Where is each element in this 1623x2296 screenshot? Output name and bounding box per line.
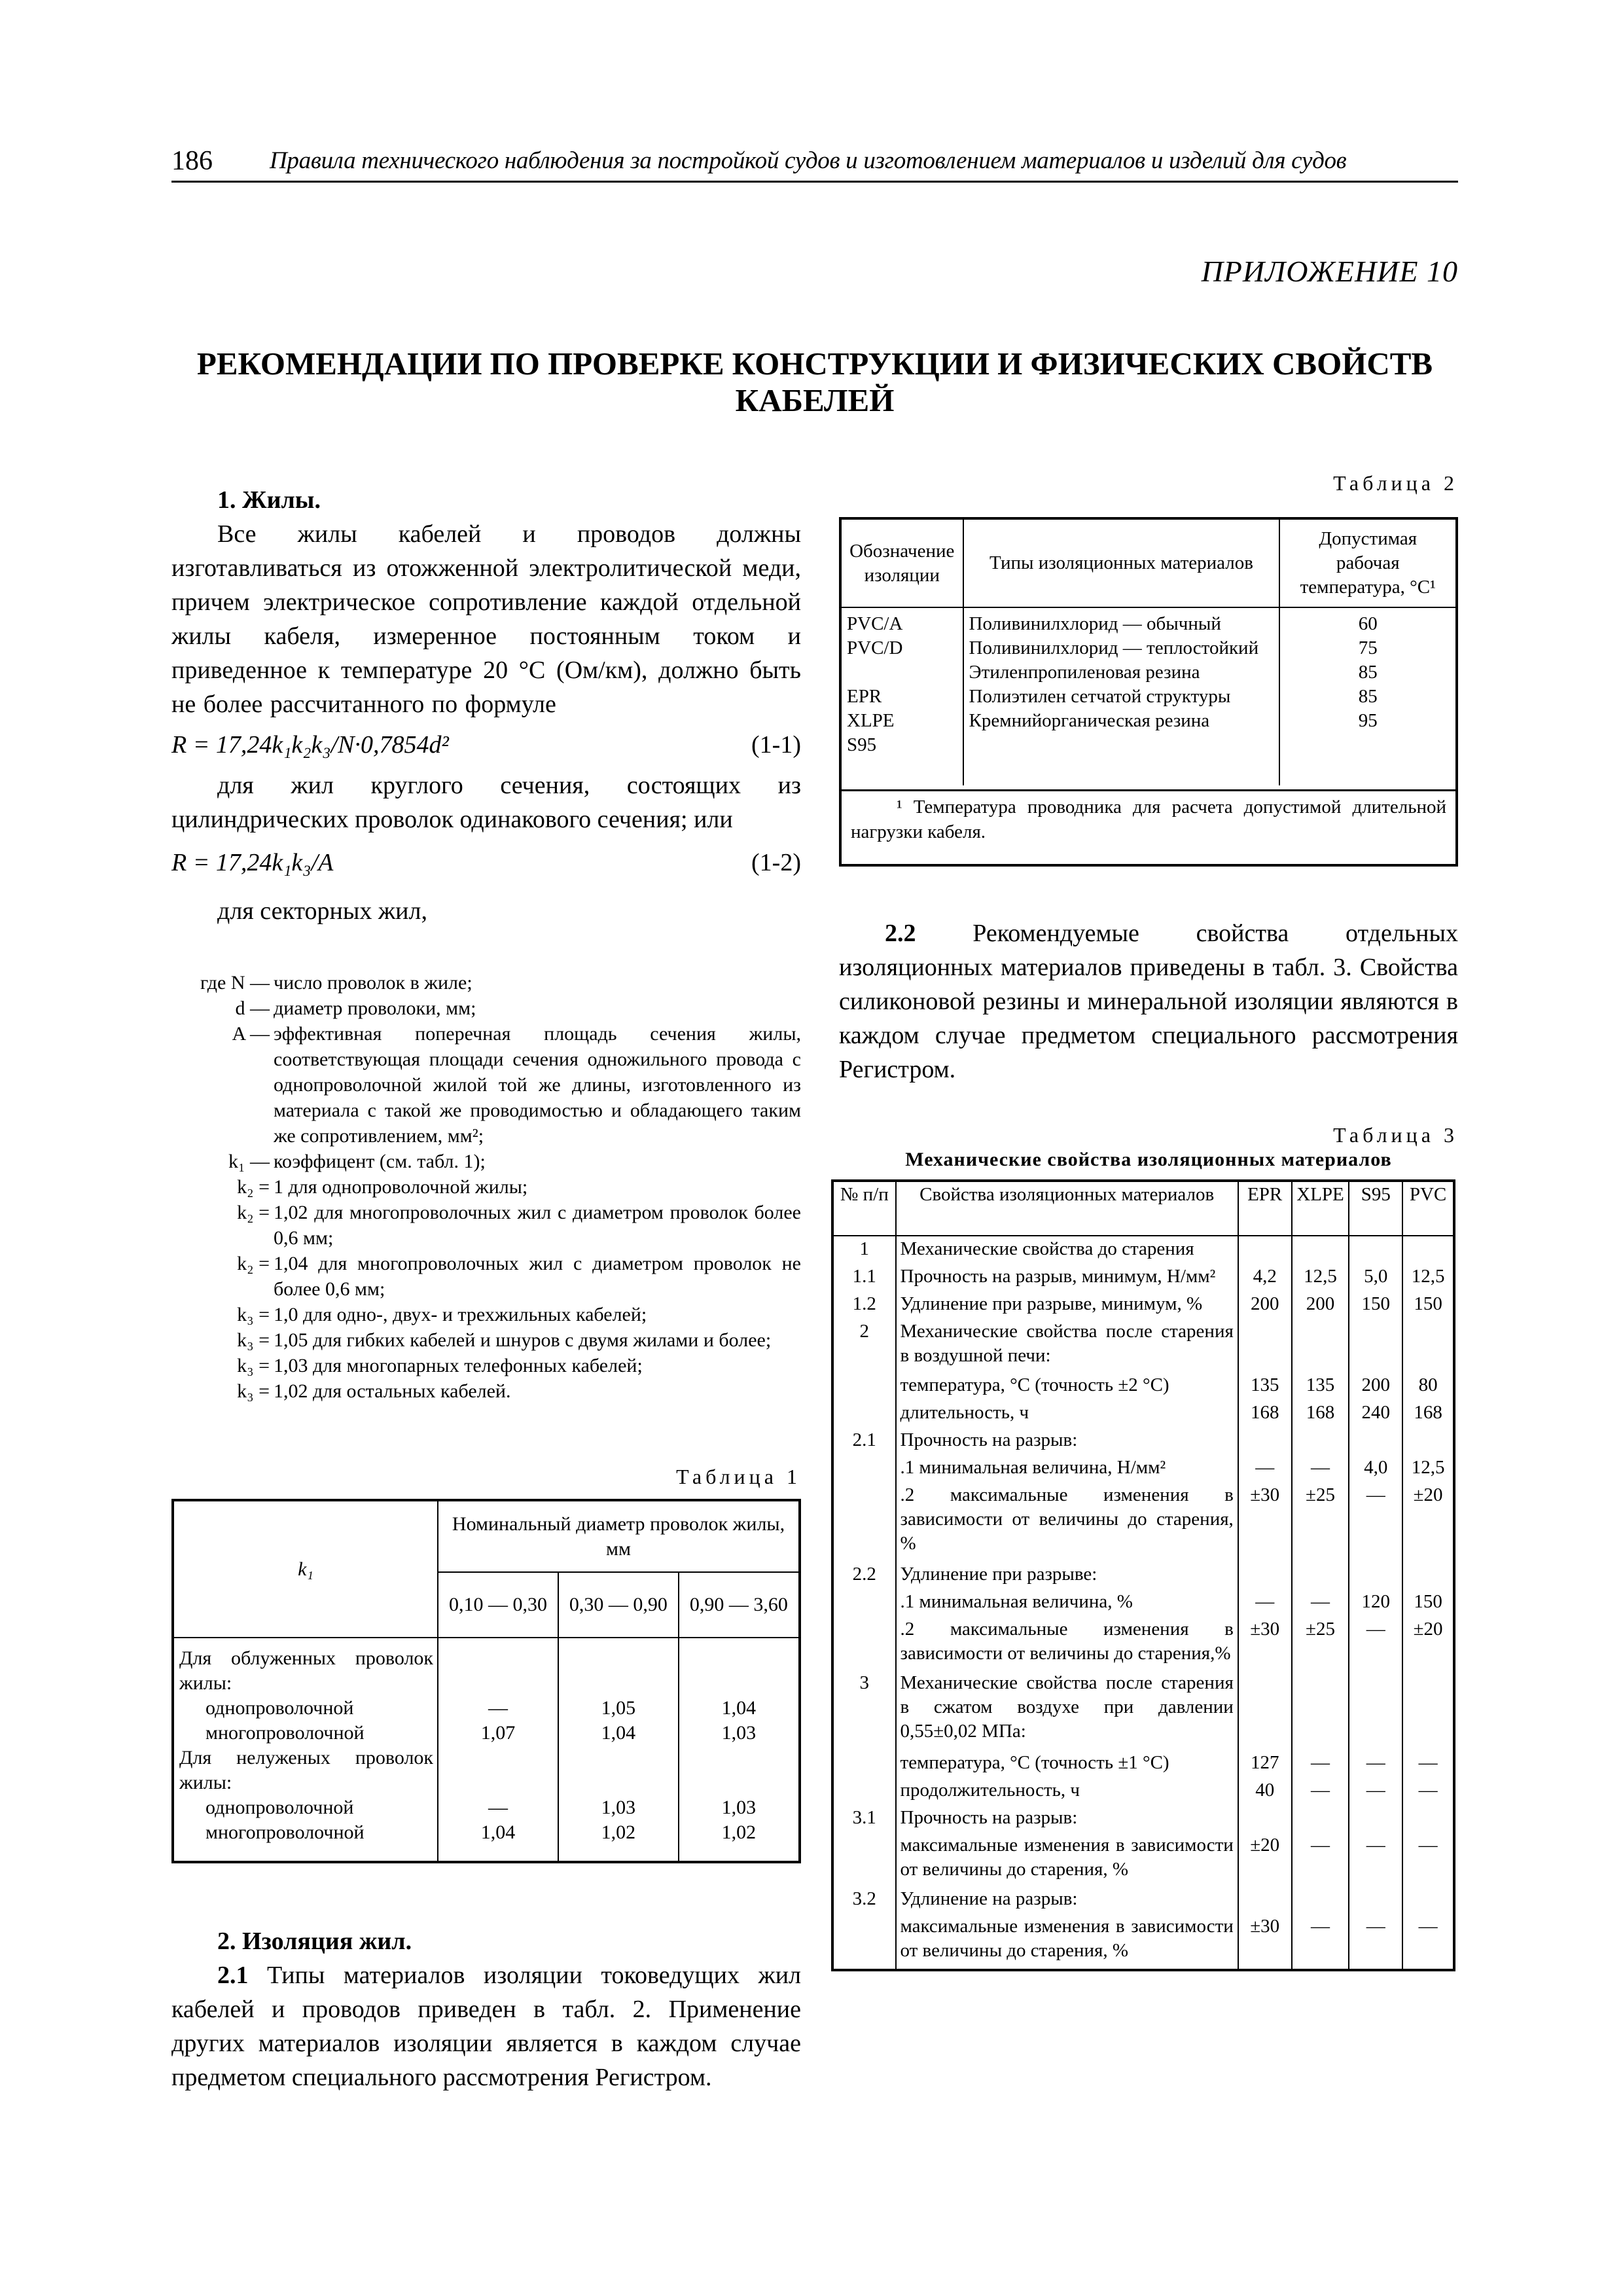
table-3-number: 1 <box>832 1236 896 1264</box>
table-1-cell: 1,05 <box>601 1697 636 1719</box>
table-2-cell: Полиэтилен сетчатой структуры <box>969 686 1231 707</box>
table-3-value: ±20 <box>1402 1617 1454 1670</box>
table-3-value <box>1349 1805 1402 1833</box>
table-1-range-header: 0,30 — 0,90 <box>558 1572 679 1638</box>
table-3-value: — <box>1292 1750 1349 1778</box>
definition-item <box>171 1302 801 1327</box>
table-3-value: 135 <box>1292 1372 1349 1400</box>
table-3-value: 12,5 <box>1402 1264 1454 1291</box>
table-1-group-header: Номинальный диаметр проволок жилы, мм <box>438 1500 800 1572</box>
table-3-property: Удлинение при разрыве, минимум, % <box>896 1291 1238 1319</box>
table-1-cell: 1,02 <box>721 1821 757 1843</box>
table-row <box>832 1372 1454 1400</box>
table-2-cell: Этиленпропиленовая резина <box>969 662 1200 683</box>
table-3-value <box>1402 1562 1454 1589</box>
section-1-paragraph-2: для жил круглого сечения, состоящих из цилиндрических проволок одинакового сечения; или <box>171 772 801 833</box>
table-3-value: ±30 <box>1238 1482 1292 1562</box>
table-2-column <box>1279 607 1455 785</box>
table-1 <box>171 1499 801 1863</box>
table-2 <box>839 517 1458 867</box>
table-3-number <box>832 1400 896 1427</box>
table-3-value <box>1349 1236 1402 1264</box>
table-1-cell: 1,07 <box>480 1722 516 1744</box>
table-3-value <box>1402 1319 1454 1372</box>
formula-1-1-expression: R = 17,24k₁k₂k₃/N·0,7854d² <box>171 731 449 759</box>
table-1-row-label: многопроволочной <box>205 1722 365 1744</box>
table-3-number <box>832 1750 896 1778</box>
table-3-value: 168 <box>1292 1400 1349 1427</box>
table-3-value <box>1402 1886 1454 1914</box>
definition-symbol: k₂ = <box>237 1202 270 1223</box>
table-1-row-label: однопроволочной <box>205 1697 354 1719</box>
table-row <box>832 1400 1454 1427</box>
table-3-value <box>1349 1319 1402 1372</box>
table-3-value: 120 <box>1349 1589 1402 1617</box>
table-3-value: 5,0 <box>1349 1264 1402 1291</box>
table-2-cell: EPR <box>847 686 882 707</box>
table-3-value <box>1238 1236 1292 1264</box>
table-row <box>832 1670 1454 1750</box>
table-3-value <box>1238 1886 1292 1914</box>
table-1-cell <box>683 1646 794 1696</box>
table-3-caption: Таблица 3 <box>1333 1123 1458 1147</box>
definition-symbol: k₃ = <box>237 1380 270 1402</box>
table-1-row-label: Для облуженных проволок жилы: <box>179 1647 433 1694</box>
table-1-cell: 1,03 <box>601 1797 636 1818</box>
definition-text: эффективная поперечная площадь сечения жилы, соответствующая площади сечения одножильного провода с однопроволочной жилой той же длины, изготовленного из материала с такой же проводимостью и обладающего таким же сопротивлением, мм²; <box>274 1023 801 1147</box>
table-3-value: ±30 <box>1238 1617 1292 1670</box>
table-3-value: 127 <box>1238 1750 1292 1778</box>
table-1-cell: 1,03 <box>721 1722 757 1744</box>
table-3-column-header: № п/п <box>832 1181 896 1236</box>
definition-text: 1,04 для многопроволочных жил с диаметром проволок не более 0,6 мм; <box>274 1253 801 1300</box>
table-row <box>832 1750 1454 1778</box>
table-3-filler-cell <box>1238 1967 1292 1970</box>
formula-1-2-expression: R = 17,24k₁k₃/A <box>171 849 334 876</box>
table-1-cell <box>683 1746 794 1795</box>
table-3-value <box>1349 1562 1402 1589</box>
table-row <box>832 1427 1454 1455</box>
table-3-number <box>832 1482 896 1562</box>
table-1-value-column <box>438 1638 558 1862</box>
table-row <box>832 1589 1454 1617</box>
table-2-column-header: Типы изоляционных материалов <box>963 520 1280 607</box>
table-1-row-label: многопроволочной <box>205 1821 365 1843</box>
table-3-column-header: PVC <box>1402 1181 1454 1236</box>
section-2-2-paragraph <box>839 916 1458 1086</box>
definition-item <box>171 996 801 1021</box>
section-1 <box>171 483 801 928</box>
table-3-value: — <box>1402 1833 1454 1886</box>
table-1-cell <box>442 1646 554 1696</box>
table-3-filler-cell <box>1349 1967 1402 1970</box>
table-3-number <box>832 1617 896 1670</box>
table-3-filler-cell <box>896 1967 1238 1970</box>
table-2-cell: PVC/D <box>847 637 903 658</box>
definition-text: число проволок в жиле; <box>274 972 473 994</box>
section-1-paragraph-1: Все жилы кабелей и проводов должны изготавливаться из отожженной электролитической меди, причем электрическое сопротивление каждой отдельной жилы кабеля, измеренное постоянным током и приведенное к температуре 20 °С (Ом/км), должно быть не более рассчитанного по формуле <box>171 520 801 718</box>
definition-item <box>171 1149 801 1174</box>
table-3-value <box>1349 1427 1402 1455</box>
table-1-value-column <box>679 1638 800 1862</box>
table-3-value <box>1292 1805 1349 1833</box>
table-1-row-label: Для нелуженых проволок жилы: <box>179 1747 433 1793</box>
table-row <box>173 1638 800 1862</box>
table-3-value: — <box>1349 1778 1402 1805</box>
table-1-caption: Таблица 1 <box>676 1465 801 1488</box>
formula-1-2-number: (1-2) <box>751 849 801 876</box>
table-1-value-column <box>558 1638 679 1862</box>
table-3-value: — <box>1238 1455 1292 1482</box>
table-3-column-header: Свойства изоляционных материалов <box>896 1181 1238 1236</box>
table-3-value: — <box>1349 1750 1402 1778</box>
definition-symbol: A — <box>232 1023 270 1045</box>
table-3-property: Удлинение на разрыв: <box>896 1886 1238 1914</box>
table-2-caption: Таблица 2 <box>1333 471 1458 495</box>
formula-1-1-number: (1-1) <box>751 731 801 759</box>
table-3-number: 1.1 <box>832 1264 896 1291</box>
table-1-cell: 1,04 <box>480 1821 516 1843</box>
table-3-value: 240 <box>1349 1400 1402 1427</box>
table-2-cell <box>1285 733 1450 757</box>
definition-text: 1,05 для гибких кабелей и шнуров с двумя жилами и более; <box>274 1329 772 1351</box>
table-3-number <box>832 1372 896 1400</box>
table-3-property: максимальные изменения в зависимости от величины до старения, % <box>896 1833 1238 1886</box>
definition-symbol: k₃ = <box>237 1329 270 1351</box>
table-3-column-header: EPR <box>1238 1181 1292 1236</box>
table-3-number <box>832 1455 896 1482</box>
table-2-column <box>963 607 1280 785</box>
table-1-row-label: однопроволочной <box>205 1797 354 1818</box>
table-2-cell: XLPE <box>847 710 895 731</box>
table-3-value: 200 <box>1349 1372 1402 1400</box>
table-3-value: 168 <box>1402 1400 1454 1427</box>
table-2-cell: 95 <box>1358 710 1378 731</box>
table-3-value <box>1238 1670 1292 1750</box>
section-2-1-paragraph <box>171 1958 801 2094</box>
table-row <box>832 1291 1454 1319</box>
definition-text: коэффицент (см. табл. 1); <box>274 1151 486 1172</box>
definition-item <box>171 1174 801 1200</box>
section-2 <box>171 1924 801 2094</box>
section-2-1-number: 2.1 <box>217 1962 249 1989</box>
table-1-cell <box>442 1746 554 1795</box>
table-3-value: ±25 <box>1292 1617 1349 1670</box>
table-3-value: — <box>1292 1833 1349 1886</box>
definition-symbol: k₁ — <box>228 1151 270 1172</box>
table-3-value: — <box>1402 1750 1454 1778</box>
table-3-value <box>1349 1886 1402 1914</box>
table-3-property: Прочность на разрыв: <box>896 1427 1238 1455</box>
table-3-value <box>1402 1805 1454 1833</box>
table-3-value: ±30 <box>1238 1914 1292 1967</box>
table-3-property: .2 максимальные изменения в зависимости от величины до старения, % <box>896 1482 1238 1562</box>
definition-symbol: где N — <box>200 972 270 994</box>
formula-1-1 <box>171 728 801 764</box>
table-3-number: 3.2 <box>832 1886 896 1914</box>
table-1-grid <box>171 1499 801 1863</box>
table-3-value <box>1402 1236 1454 1264</box>
table-3-value: — <box>1292 1455 1349 1482</box>
table-row <box>832 1482 1454 1562</box>
table-3-value <box>1292 1562 1349 1589</box>
table-1-cell <box>563 1646 674 1696</box>
section-2-2-number: 2.2 <box>885 920 916 947</box>
section-2-2-text: Рекомендуемые свойства отдельных изоляционных материалов приведены в табл. 3. Свойства силиконовой резины и минеральной изоляции являются в каждом случае предметом специального рассмотрения Регистром. <box>839 920 1458 1083</box>
table-3-property: .1 минимальная величина, Н/мм² <box>896 1455 1238 1482</box>
definition-text: 1,02 для многопроволочных жил с диаметром проволок более 0,6 мм; <box>274 1202 801 1249</box>
table-row <box>832 1562 1454 1589</box>
table-3-value: — <box>1238 1589 1292 1617</box>
definition-symbol: k₂ = <box>237 1176 270 1198</box>
table-2-cell: Поливинилхлорид — теплостойкий <box>969 637 1259 658</box>
section-1-paragraph-3: для секторных жил, <box>217 897 427 925</box>
definitions-list <box>171 970 801 1404</box>
table-3-value: — <box>1292 1778 1349 1805</box>
table-3-value: 150 <box>1349 1291 1402 1319</box>
table-2-cell: 85 <box>1358 662 1378 683</box>
table-3-value: 135 <box>1238 1372 1292 1400</box>
table-3-value: — <box>1349 1833 1402 1886</box>
running-title: Правила технического наблюдения за постройкой судов и изготовлением материалов и изделий для судов <box>270 147 1347 174</box>
table-3-value: 80 <box>1402 1372 1454 1400</box>
definition-text: 1 для однопроволочной жилы; <box>274 1176 528 1198</box>
table-1-cell: 1,04 <box>721 1697 757 1719</box>
table-3-property: температура, °С (точность ±2 °С) <box>896 1372 1238 1400</box>
table-2-cell: 60 <box>1358 613 1378 634</box>
table-row <box>832 1264 1454 1291</box>
table-3-filler-cell <box>1292 1967 1349 1970</box>
table-3-number: 2.1 <box>832 1427 896 1455</box>
table-3-value: 200 <box>1238 1291 1292 1319</box>
table-2-column-header: Обозначение изоляции <box>842 520 963 607</box>
table-3-title: Механические свойства изоляционных материалов <box>905 1149 1392 1170</box>
table-row <box>832 1236 1454 1264</box>
table-3-value: 4,0 <box>1349 1455 1402 1482</box>
table-3-number: 1.2 <box>832 1291 896 1319</box>
table-3-number <box>832 1914 896 1967</box>
table-row <box>832 1617 1454 1670</box>
definition-symbol: k₃ = <box>237 1355 270 1376</box>
table-3-column-header: XLPE <box>1292 1181 1349 1236</box>
table-3-property: Механические свойства после старения в сжатом воздухе при давлении 0,55±0,02 МПа: <box>896 1670 1238 1750</box>
table-3-value: — <box>1292 1914 1349 1967</box>
table-row <box>832 1805 1454 1833</box>
table-3-value: ±20 <box>1402 1482 1454 1562</box>
table-3-value <box>1238 1427 1292 1455</box>
table-3-value <box>1292 1886 1349 1914</box>
table-1-cell: 1,04 <box>601 1722 636 1744</box>
table-3-filler-cell <box>832 1967 896 1970</box>
table-3-number: 3 <box>832 1670 896 1750</box>
table-3-value <box>1349 1670 1402 1750</box>
table-3-number <box>832 1778 896 1805</box>
definition-symbol: k₂ = <box>237 1253 270 1274</box>
definition-text: 1,03 для многопарных телефонных кабелей; <box>274 1355 643 1376</box>
table-3-value: 150 <box>1402 1291 1454 1319</box>
table-3-number: 2 <box>832 1319 896 1372</box>
table-row <box>832 1778 1454 1805</box>
table-2-cell <box>847 660 957 685</box>
table-1-cell: 1,03 <box>721 1797 757 1818</box>
table-row <box>832 1914 1454 1967</box>
table-2-column <box>842 607 963 785</box>
table-row <box>842 607 1455 785</box>
definition-text: диаметр проволоки, мм; <box>274 997 476 1019</box>
table-3-property: Прочность на разрыв: <box>896 1805 1238 1833</box>
table-3-value: 168 <box>1238 1400 1292 1427</box>
table-3-value: ±25 <box>1292 1482 1349 1562</box>
table-3-property: Удлинение при разрыве: <box>896 1562 1238 1589</box>
definition-symbol: k₃ = <box>237 1304 270 1325</box>
table-3-value: 4,2 <box>1238 1264 1292 1291</box>
table-3-filler-cell <box>1402 1967 1454 1970</box>
table-3-value <box>1238 1319 1292 1372</box>
table-2-grid <box>842 520 1455 785</box>
table-1-cell <box>563 1746 674 1795</box>
definition-item <box>171 1327 801 1353</box>
table-1-k-header: k₁ <box>173 1500 438 1638</box>
table-1-cell: — <box>488 1797 508 1818</box>
table-3-value: — <box>1402 1778 1454 1805</box>
table-3-value: — <box>1292 1589 1349 1617</box>
table-2-cell: 85 <box>1358 686 1378 707</box>
definition-item <box>171 1251 801 1302</box>
section-1-heading: 1. Жилы. <box>217 486 321 514</box>
definition-item <box>171 1021 801 1149</box>
table-3-value: — <box>1402 1914 1454 1967</box>
definition-text: 1,0 для одно-, двух- и трехжильных кабелей; <box>274 1304 647 1325</box>
table-3-property: продолжительность, ч <box>896 1778 1238 1805</box>
table-2-cell: Поливинилхлорид — обычный <box>969 613 1221 634</box>
table-3-value: ±20 <box>1238 1833 1292 1886</box>
table-3-property: длительность, ч <box>896 1400 1238 1427</box>
table-2-cell: PVC/A <box>847 613 903 634</box>
section-2-heading: 2. Изоляция жил. <box>217 1928 412 1955</box>
appendix-label: ПРИЛОЖЕНИЕ 10 <box>1201 255 1458 288</box>
table-3-value <box>1238 1805 1292 1833</box>
table-3-property: Прочность на разрыв, минимум, Н/мм² <box>896 1264 1238 1291</box>
definition-item <box>171 1353 801 1378</box>
table-1-cell: 1,02 <box>601 1821 636 1843</box>
table-row <box>832 1319 1454 1372</box>
table-3-value <box>1238 1562 1292 1589</box>
table-3-value: — <box>1349 1914 1402 1967</box>
definition-item <box>171 970 801 996</box>
table-3-property: Механические свойства после старения в воздушной печи: <box>896 1319 1238 1372</box>
table-3-value <box>1402 1427 1454 1455</box>
section-2-1-text: Типы материалов изоляции токоведущих жил кабелей и проводов приведен в табл. 2. Применение других материалов изоляции является в каждом случае предметом специального рассмотрения Регистром. <box>171 1962 801 2091</box>
table-3 <box>831 1179 1455 1971</box>
table-3-value: 150 <box>1402 1589 1454 1617</box>
table-row <box>832 1833 1454 1886</box>
table-3-number <box>832 1833 896 1886</box>
table-2-cell: S95 <box>847 734 877 755</box>
table-3-property: температура, °С (точность ±1 °С) <box>896 1750 1238 1778</box>
table-2-cell: 75 <box>1358 637 1378 658</box>
table-1-range-header: 0,90 — 3,60 <box>679 1572 800 1638</box>
table-3-number: 2.2 <box>832 1562 896 1589</box>
table-3-value <box>1292 1427 1349 1455</box>
definition-item <box>171 1200 801 1251</box>
table-3-value: 40 <box>1238 1778 1292 1805</box>
table-3-value: — <box>1349 1617 1402 1670</box>
table-3-value: 12,5 <box>1402 1455 1454 1482</box>
table-3-value <box>1292 1670 1349 1750</box>
table-3-number <box>832 1589 896 1617</box>
table-2-cell: Кремнийорганическая резина <box>969 710 1210 731</box>
table-1-cell: — <box>488 1697 508 1719</box>
formula-1-2 <box>171 846 801 882</box>
table-3-grid <box>831 1179 1455 1971</box>
table-3-value: 12,5 <box>1292 1264 1349 1291</box>
definition-text: 1,02 для остальных кабелей. <box>274 1380 511 1402</box>
table-3-value: 200 <box>1292 1291 1349 1319</box>
definition-item <box>171 1378 801 1404</box>
table-3-value: — <box>1349 1482 1402 1562</box>
page-number: 186 <box>171 146 213 176</box>
table-3-property: .2 максимальные изменения в зависимости от величины до старения,% <box>896 1617 1238 1670</box>
table-3-property: максимальные изменения в зависимости от величины до старения, % <box>896 1914 1238 1967</box>
page-title: РЕКОМЕНДАЦИИ ПО ПРОВЕРКЕ КОНСТРУКЦИИ И ФИЗИЧЕСКИХ СВОЙСТВ КАБЕЛЕЙ <box>196 346 1433 418</box>
running-header <box>171 145 1458 183</box>
table-3-property: .1 минимальная величина, % <box>896 1589 1238 1617</box>
table-row <box>832 1455 1454 1482</box>
table-3-value <box>1402 1670 1454 1750</box>
table-3-value <box>1292 1236 1349 1264</box>
table-row <box>832 1967 1454 1970</box>
table-3-value <box>1292 1319 1349 1372</box>
table-2-footnote: ¹ Температура проводника для расчета допустимой длительной нагрузки кабеля. <box>851 797 1446 842</box>
table-1-range-header: 0,10 — 0,30 <box>438 1572 558 1638</box>
definition-symbol: d — <box>235 997 270 1019</box>
table-1-label-column <box>173 1638 438 1862</box>
table-3-column-header: S95 <box>1349 1181 1402 1236</box>
table-2-column-header: Допустимая рабочая температура, °С¹ <box>1279 520 1455 607</box>
table-3-number: 3.1 <box>832 1805 896 1833</box>
table-row <box>832 1886 1454 1914</box>
table-3-property: Механические свойства до старения <box>896 1236 1238 1264</box>
